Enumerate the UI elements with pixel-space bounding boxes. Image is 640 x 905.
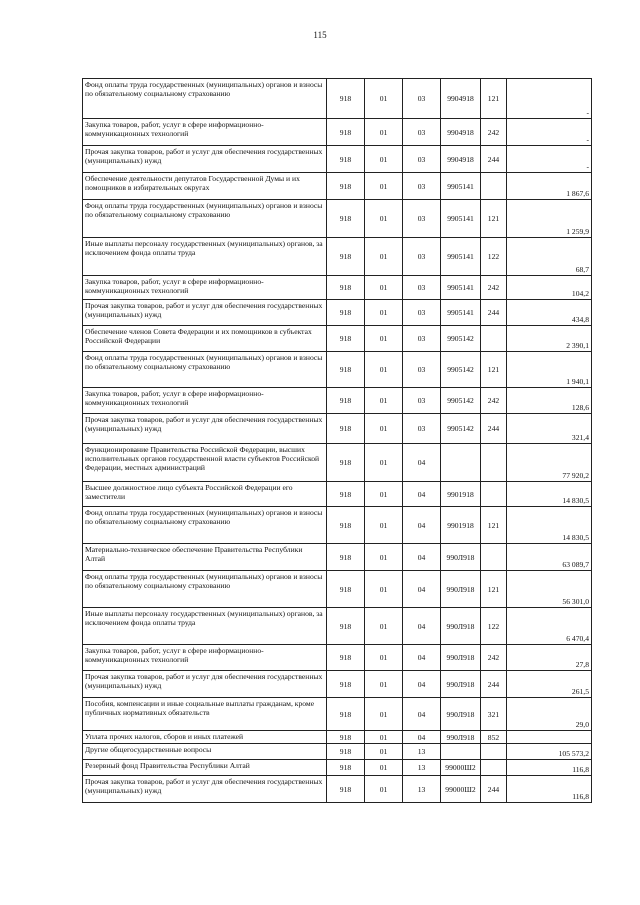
row-section-code: 01 xyxy=(365,482,403,507)
row-expense-type-code: 244 xyxy=(481,776,507,803)
row-name: Фонд оплаты труда государственных (муниципальных) органов и взносы по обязательному социальному страхованию xyxy=(83,507,327,544)
row-ved-code: 918 xyxy=(327,608,365,645)
row-amount: 105 573,2 xyxy=(507,744,592,760)
row-section-code: 01 xyxy=(365,388,403,414)
row-subsection-code: 03 xyxy=(403,326,441,352)
row-target-article-code: 9905141 xyxy=(441,238,481,276)
row-target-article-code: 9905141 xyxy=(441,276,481,300)
row-name: Закупка товаров, работ, услуг в сфере информационно-коммуникационных технологий xyxy=(83,276,327,300)
page-number: 115 xyxy=(313,30,327,40)
row-ved-code: 918 xyxy=(327,671,365,698)
row-target-article-code: 9905141 xyxy=(441,173,481,200)
row-name: Иные выплаты персоналу государственных (муниципальных) органов, за исключением фонда оплаты труда xyxy=(83,238,327,276)
row-expense-type-code: 122 xyxy=(481,238,507,276)
row-expense-type-code xyxy=(481,744,507,760)
row-name: Пособия, компенсации и иные социальные выплаты гражданам, кроме публичных нормативных обязательств xyxy=(83,698,327,731)
budget-table xyxy=(82,78,592,803)
row-amount: 77 920,2 xyxy=(507,444,592,482)
row-ved-code: 918 xyxy=(327,571,365,608)
row-section-code: 01 xyxy=(365,414,403,444)
row-name: Фонд оплаты труда государственных (муниципальных) органов и взносы по обязательному социальному страхованию xyxy=(83,571,327,608)
table-row xyxy=(83,698,592,731)
table-row xyxy=(83,414,592,444)
table-row xyxy=(83,744,592,760)
row-ved-code: 918 xyxy=(327,146,365,173)
row-subsection-code: 03 xyxy=(403,414,441,444)
table-row xyxy=(83,352,592,388)
row-subsection-code: 03 xyxy=(403,300,441,326)
row-section-code: 01 xyxy=(365,731,403,744)
row-name: Прочая закупка товаров, работ и услуг для обеспечения государственных (муниципальных) нужд xyxy=(83,776,327,803)
row-expense-type-code xyxy=(481,482,507,507)
row-expense-type-code: 122 xyxy=(481,608,507,645)
row-amount: 434,8 xyxy=(507,300,592,326)
row-target-article-code: 9904918 xyxy=(441,79,481,119)
row-expense-type-code xyxy=(481,326,507,352)
row-section-code: 01 xyxy=(365,645,403,671)
row-amount: 321,4 xyxy=(507,414,592,444)
row-amount: 14 830,5 xyxy=(507,482,592,507)
row-section-code: 01 xyxy=(365,760,403,776)
row-ved-code: 918 xyxy=(327,645,365,671)
row-amount: - xyxy=(507,119,592,146)
row-subsection-code: 04 xyxy=(403,571,441,608)
table-row xyxy=(83,608,592,645)
row-subsection-code: 03 xyxy=(403,173,441,200)
row-expense-type-code xyxy=(481,760,507,776)
row-name: Фонд оплаты труда государственных (муниципальных) органов и взносы по обязательному социальному страхованию xyxy=(83,79,327,119)
row-amount: 6 470,4 xyxy=(507,608,592,645)
row-amount: 27,8 xyxy=(507,645,592,671)
row-ved-code: 918 xyxy=(327,776,365,803)
row-amount: 104,2 xyxy=(507,276,592,300)
row-section-code: 01 xyxy=(365,444,403,482)
row-amount: 116,8 xyxy=(507,776,592,803)
table-row xyxy=(83,200,592,238)
row-target-article-code: 9905142 xyxy=(441,352,481,388)
row-subsection-code: 03 xyxy=(403,146,441,173)
row-subsection-code: 04 xyxy=(403,507,441,544)
table-row xyxy=(83,388,592,414)
row-ved-code: 918 xyxy=(327,507,365,544)
row-name: Материально-техническое обеспечение Правительства Республики Алтай xyxy=(83,544,327,571)
table-row xyxy=(83,776,592,803)
table-row xyxy=(83,671,592,698)
row-expense-type-code: 244 xyxy=(481,671,507,698)
row-target-article-code: 9904918 xyxy=(441,119,481,146)
row-subsection-code: 04 xyxy=(403,544,441,571)
table-row xyxy=(83,544,592,571)
row-name: Прочая закупка товаров, работ и услуг для обеспечения государственных (муниципальных) нужд xyxy=(83,414,327,444)
row-target-article-code: 9901918 xyxy=(441,507,481,544)
table-row xyxy=(83,444,592,482)
row-name: Высшее должностное лицо субъекта Российской Федерации его заместители xyxy=(83,482,327,507)
row-subsection-code: 03 xyxy=(403,200,441,238)
row-amount: 68,7 xyxy=(507,238,592,276)
row-amount: 1 940,1 xyxy=(507,352,592,388)
row-subsection-code: 04 xyxy=(403,671,441,698)
row-amount: 63 089,7 xyxy=(507,544,592,571)
row-amount: - xyxy=(507,79,592,119)
row-expense-type-code: 121 xyxy=(481,352,507,388)
row-subsection-code: 04 xyxy=(403,482,441,507)
row-section-code: 01 xyxy=(365,507,403,544)
row-section-code: 01 xyxy=(365,698,403,731)
table-row xyxy=(83,645,592,671)
row-expense-type-code: 244 xyxy=(481,146,507,173)
row-subsection-code: 03 xyxy=(403,238,441,276)
row-subsection-code: 03 xyxy=(403,276,441,300)
budget-table-body xyxy=(83,79,592,803)
table-row xyxy=(83,146,592,173)
table-row xyxy=(83,79,592,119)
row-expense-type-code: 242 xyxy=(481,388,507,414)
row-expense-type-code: 121 xyxy=(481,571,507,608)
row-ved-code: 918 xyxy=(327,276,365,300)
row-name: Фонд оплаты труда государственных (муниципальных) органов и взносы по обязательному социальному страхованию xyxy=(83,352,327,388)
row-target-article-code xyxy=(441,444,481,482)
row-section-code: 01 xyxy=(365,79,403,119)
row-subsection-code: 04 xyxy=(403,645,441,671)
table-row xyxy=(83,760,592,776)
row-subsection-code: 04 xyxy=(403,608,441,645)
row-ved-code: 918 xyxy=(327,414,365,444)
row-ved-code: 918 xyxy=(327,388,365,414)
row-expense-type-code xyxy=(481,444,507,482)
row-section-code: 01 xyxy=(365,146,403,173)
row-section-code: 01 xyxy=(365,352,403,388)
row-name: Иные выплаты персоналу государственных (муниципальных) органов, за исключением фонда оплаты труда xyxy=(83,608,327,645)
row-subsection-code: 04 xyxy=(403,444,441,482)
row-expense-type-code: 244 xyxy=(481,414,507,444)
row-name: Прочая закупка товаров, работ и услуг для обеспечения государственных (муниципальных) нужд xyxy=(83,300,327,326)
row-subsection-code: 03 xyxy=(403,388,441,414)
row-section-code: 01 xyxy=(365,744,403,760)
row-target-article-code: 9904918 xyxy=(441,146,481,173)
row-target-article-code: 990Л918 xyxy=(441,571,481,608)
row-target-article-code xyxy=(441,744,481,760)
row-amount xyxy=(507,731,592,744)
row-name: Другие общегосударственные вопросы xyxy=(83,744,327,760)
row-expense-type-code: 321 xyxy=(481,698,507,731)
row-target-article-code: 9905142 xyxy=(441,414,481,444)
row-section-code: 01 xyxy=(365,776,403,803)
row-name: Уплата прочих налогов, сборов и иных платежей xyxy=(83,731,327,744)
row-ved-code: 918 xyxy=(327,744,365,760)
row-name: Закупка товаров, работ, услуг в сфере информационно-коммуникационных технологий xyxy=(83,645,327,671)
row-subsection-code: 04 xyxy=(403,731,441,744)
row-ved-code: 918 xyxy=(327,300,365,326)
row-ved-code: 918 xyxy=(327,698,365,731)
row-name: Закупка товаров, работ, услуг в сфере информационно-коммуникационных технологий xyxy=(83,119,327,146)
row-section-code: 01 xyxy=(365,300,403,326)
row-amount: 56 301,0 xyxy=(507,571,592,608)
row-ved-code: 918 xyxy=(327,731,365,744)
row-section-code: 01 xyxy=(365,119,403,146)
row-ved-code: 918 xyxy=(327,238,365,276)
row-subsection-code: 03 xyxy=(403,352,441,388)
table-row xyxy=(83,482,592,507)
table-row xyxy=(83,571,592,608)
table-row xyxy=(83,731,592,744)
row-section-code: 01 xyxy=(365,571,403,608)
table-row xyxy=(83,238,592,276)
row-subsection-code: 13 xyxy=(403,760,441,776)
row-section-code: 01 xyxy=(365,200,403,238)
row-amount: 14 830,5 xyxy=(507,507,592,544)
row-ved-code: 918 xyxy=(327,352,365,388)
row-subsection-code: 03 xyxy=(403,119,441,146)
row-name: Фонд оплаты труда государственных (муниципальных) органов и взносы по обязательному социальному страхованию xyxy=(83,200,327,238)
table-row xyxy=(83,173,592,200)
row-ved-code: 918 xyxy=(327,119,365,146)
row-expense-type-code: 121 xyxy=(481,79,507,119)
row-ved-code: 918 xyxy=(327,760,365,776)
row-section-code: 01 xyxy=(365,671,403,698)
row-target-article-code: 990Л918 xyxy=(441,608,481,645)
row-target-article-code: 9905141 xyxy=(441,200,481,238)
row-target-article-code: 990Л918 xyxy=(441,698,481,731)
row-subsection-code: 04 xyxy=(403,698,441,731)
row-amount: 128,6 xyxy=(507,388,592,414)
row-expense-type-code: 242 xyxy=(481,119,507,146)
row-section-code: 01 xyxy=(365,326,403,352)
row-expense-type-code: 852 xyxy=(481,731,507,744)
table-row xyxy=(83,276,592,300)
row-target-article-code: 990Л918 xyxy=(441,731,481,744)
row-subsection-code: 13 xyxy=(403,776,441,803)
row-name: Обеспечение членов Совета Федерации и их помощников в субъектах Российской Федерации xyxy=(83,326,327,352)
row-expense-type-code xyxy=(481,544,507,571)
row-target-article-code: 990Л918 xyxy=(441,645,481,671)
row-ved-code: 918 xyxy=(327,326,365,352)
row-target-article-code: 99000Ш2 xyxy=(441,776,481,803)
row-expense-type-code: 121 xyxy=(481,507,507,544)
row-target-article-code: 9901918 xyxy=(441,482,481,507)
row-amount: 1 867,6 xyxy=(507,173,592,200)
row-subsection-code: 13 xyxy=(403,744,441,760)
row-amount: 116,8 xyxy=(507,760,592,776)
row-expense-type-code: 121 xyxy=(481,200,507,238)
row-amount: 261,5 xyxy=(507,671,592,698)
row-section-code: 01 xyxy=(365,173,403,200)
table-row xyxy=(83,507,592,544)
row-ved-code: 918 xyxy=(327,444,365,482)
row-target-article-code: 99000Ш2 xyxy=(441,760,481,776)
row-name: Резервный фонд Правительства Республики Алтай xyxy=(83,760,327,776)
row-name: Функционирование Правительства Российской Федерации, высших исполнительных органов государственной власти субъектов Российской Федерации, местных администраций xyxy=(83,444,327,482)
row-name: Прочая закупка товаров, работ и услуг для обеспечения государственных (муниципальных) нужд xyxy=(83,671,327,698)
row-amount: - xyxy=(507,146,592,173)
row-amount: 1 259,9 xyxy=(507,200,592,238)
row-target-article-code: 9905142 xyxy=(441,388,481,414)
row-name: Обеспечение деятельности депутатов Государственной Думы и их помощников в избирательных округах xyxy=(83,173,327,200)
row-subsection-code: 03 xyxy=(403,79,441,119)
table-row xyxy=(83,300,592,326)
row-name: Закупка товаров, работ, услуг в сфере информационно-коммуникационных технологий xyxy=(83,388,327,414)
row-amount: 2 390,1 xyxy=(507,326,592,352)
row-ved-code: 918 xyxy=(327,544,365,571)
row-name: Прочая закупка товаров, работ и услуг для обеспечения государственных (муниципальных) нужд xyxy=(83,146,327,173)
row-section-code: 01 xyxy=(365,238,403,276)
row-target-article-code: 990Л918 xyxy=(441,544,481,571)
row-target-article-code: 990Л918 xyxy=(441,671,481,698)
table-row xyxy=(83,119,592,146)
table-row xyxy=(83,326,592,352)
row-expense-type-code: 242 xyxy=(481,276,507,300)
row-expense-type-code xyxy=(481,173,507,200)
row-section-code: 01 xyxy=(365,608,403,645)
row-target-article-code: 9905142 xyxy=(441,326,481,352)
row-expense-type-code: 244 xyxy=(481,300,507,326)
row-ved-code: 918 xyxy=(327,173,365,200)
row-expense-type-code: 242 xyxy=(481,645,507,671)
row-ved-code: 918 xyxy=(327,79,365,119)
row-ved-code: 918 xyxy=(327,482,365,507)
row-section-code: 01 xyxy=(365,276,403,300)
row-target-article-code: 9905141 xyxy=(441,300,481,326)
row-amount: 29,0 xyxy=(507,698,592,731)
row-section-code: 01 xyxy=(365,544,403,571)
row-ved-code: 918 xyxy=(327,200,365,238)
